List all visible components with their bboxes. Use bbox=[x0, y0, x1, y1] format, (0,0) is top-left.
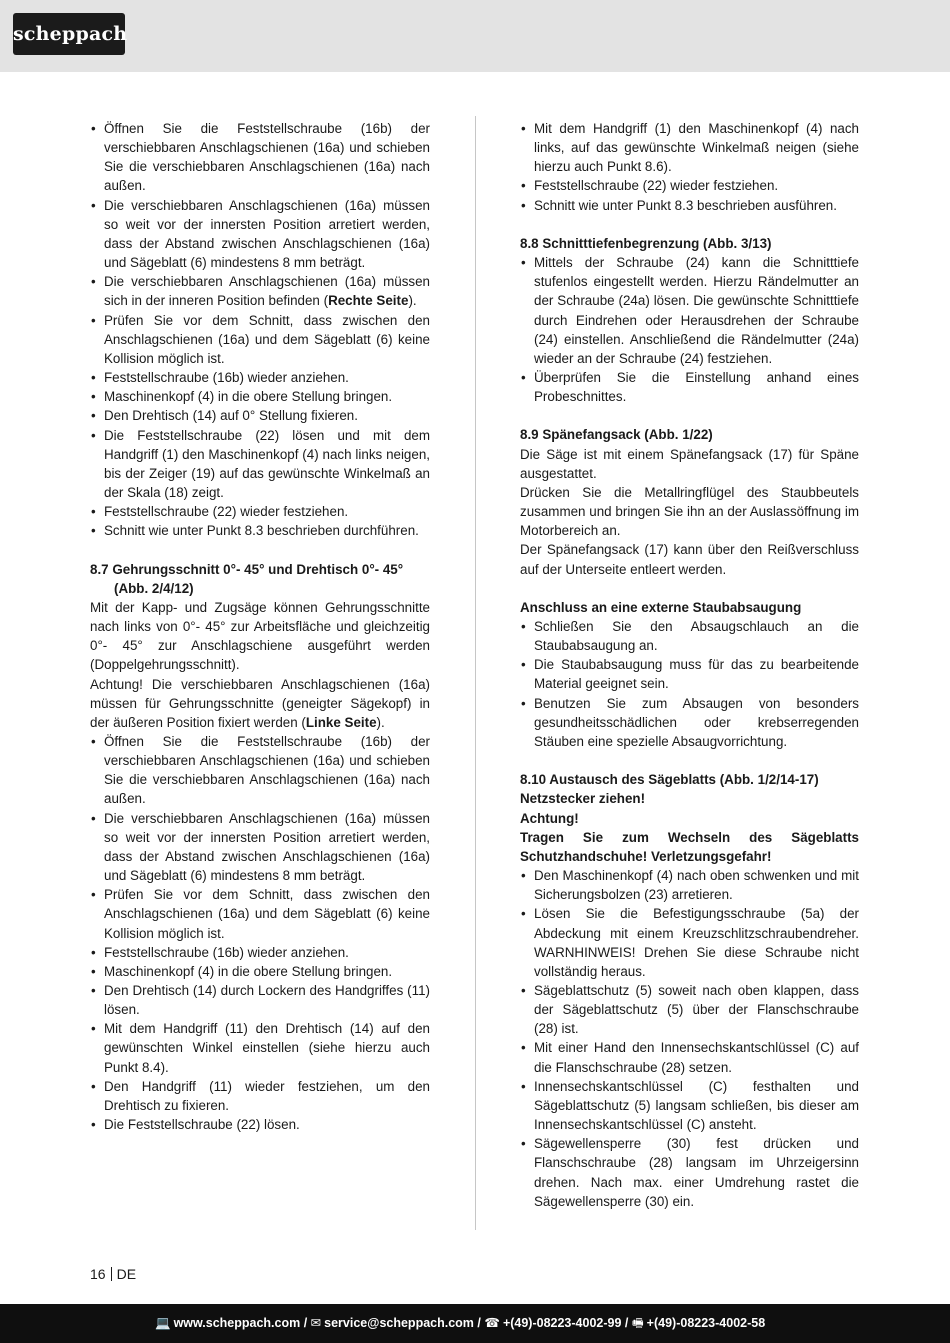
list-item: • Mit dem Handgriff (1) den Maschinenkopf (4) nach links, auf das gewünschte Winkelmaß neigen (siehe hierzu auch Punkt 8.6). bbox=[520, 119, 859, 176]
list-item-warning: WARNHINWEIS! Drehen Sie diese Schraube nicht vollständig heraus. bbox=[534, 944, 859, 979]
language-code: DE bbox=[116, 1266, 137, 1282]
list-item: • Die verschiebbaren Anschlagschienen (16a) müssen so weit vor der innersten Position arretiert werden, dass der Abstand zwischen Anschlagschienen (16a) und Sägeblatt (6) mindestens 8 mm beträgt. bbox=[90, 809, 430, 886]
paragraph: Mit der Kapp- und Zugsäge können Gehrungsschnitte nach links von 0°- 45° zur Arbeitsfläche und gleichzeitig 0°- 45° zur Anschlagschiene ausgeführt werden (Doppelgehrungsschnitt). bbox=[90, 599, 430, 673]
list-item: • Prüfen Sie vor dem Schnitt, dass zwischen den Anschlagschienen (16a) und dem Sägeblatt (6) keine Kollision möglich ist. bbox=[90, 885, 430, 942]
list-item: • Schnitt wie unter Punkt 8.3 beschrieben ausführen. bbox=[520, 196, 859, 215]
bullet-list bbox=[520, 119, 859, 215]
list-item: • Öffnen Sie die Feststellschraube (16b) der verschiebbaren Anschlagschienen (16a) und schieben Sie die verschiebbaren Anschlagschienen (16a) nach außen. bbox=[90, 732, 430, 809]
footer-phone: +(49)-08223-4002-99 / bbox=[502, 1316, 629, 1330]
fax-icon: 🖷 bbox=[631, 1316, 644, 1330]
list-item: • Die Staubabsaugung muss für das zu bearbeitende Material geeignet sein. bbox=[520, 655, 859, 693]
section-heading-8-9: 8.9 Spänefangsack (Abb. 1/22) bbox=[520, 427, 713, 443]
page-number bbox=[90, 1265, 136, 1283]
list-item: • Sägewellensperre (30) fest drücken und Flanschschraube (28) langsam im Uhrzeigersinn drehen. Nach max. einer Umdrehung rastet die Sägewellensperre (30) ein. bbox=[520, 1134, 859, 1211]
scheppach-logo: scheppach bbox=[13, 13, 125, 55]
list-item: • Die verschiebbaren Anschlagschienen (16a) müssen so weit vor der innersten Position arretiert werden, dass der Abstand zwischen Anschlagschienen (16a) und Sägeblatt (6) mindestens 8 mm beträgt. bbox=[90, 196, 430, 273]
list-item-text: ). bbox=[408, 293, 417, 309]
page-number-value: 16 bbox=[90, 1266, 106, 1282]
list-item bbox=[520, 904, 859, 981]
bullet-list bbox=[90, 732, 430, 1134]
left-column bbox=[90, 119, 430, 1134]
list-item: • Benutzen Sie zum Absaugen von besonders gesundheitsschädlichen oder krebserregenden Stäuben eine spezielle Absaugvorrichtung. bbox=[520, 694, 859, 751]
list-item: • Mit einer Hand den Innensechskantschlüssel (C) auf die Flanschschraube (28) setzen. bbox=[520, 1038, 859, 1076]
list-item-text: Lösen Sie die Befestigungsschraube (5a) der Abdeckung mit einem Kreuzschlitzschraubendreher. bbox=[534, 906, 859, 941]
list-item bbox=[90, 272, 430, 310]
list-item: • Den Drehtisch (14) durch Lockern des Handgriffes (11) lösen. bbox=[90, 981, 430, 1019]
section-heading-dust-extraction: Anschluss an eine externe Staubabsaugung bbox=[520, 599, 802, 615]
list-item: • Sägeblattschutz (5) soweit nach oben klappen, dass der Sägeblattschutz (5) über der Flanschschraube (28) ist. bbox=[520, 981, 859, 1038]
bullet-list bbox=[520, 617, 859, 751]
emphasis: Rechte Seite bbox=[328, 293, 409, 309]
list-item: • Maschinenkopf (4) in die obere Stellung bringen. bbox=[90, 962, 430, 981]
section-heading-8-7: 8.7 Gehrungsschnitt 0°- 45° und Drehtisch 0°- 45° (Abb. 2/4/12) bbox=[90, 561, 404, 596]
list-item: • Maschinenkopf (4) in die obere Stellung bringen. bbox=[90, 387, 430, 406]
paragraph: Der Spänefangsack (17) kann über den Reißverschluss auf der Unterseite entleert werden. bbox=[520, 542, 859, 577]
list-item: • Schnitt wie unter Punkt 8.3 beschrieben durchführen. bbox=[90, 521, 430, 540]
computer-icon: 💻 bbox=[155, 1316, 171, 1330]
page-footer bbox=[0, 1304, 950, 1343]
list-item: • Öffnen Sie die Feststellschraube (16b) der verschiebbaren Anschlagschienen (16a) und schieben Sie die verschiebbaren Anschlagschienen (16a) nach außen. bbox=[90, 119, 430, 196]
list-item: • Den Drehtisch (14) auf 0° Stellung fixieren. bbox=[90, 406, 430, 425]
list-item: • Den Handgriff (11) wieder festziehen, um den Drehtisch zu fixieren. bbox=[90, 1077, 430, 1115]
footer-fax: +(49)-08223-4002-58 bbox=[646, 1316, 766, 1330]
footer-web: www.scheppach.com / bbox=[173, 1316, 308, 1330]
emphasis: Linke Seite bbox=[305, 714, 377, 730]
list-item: • Überprüfen Sie die Einstellung anhand eines Probeschnittes. bbox=[520, 368, 859, 406]
paragraph: Drücken Sie die Metallringflügel des Staubbeutels zusammen und bringen Sie ihn an der Auslassöffnung im Motorbereich an. bbox=[520, 484, 859, 539]
paragraph-text: Achtung! Die verschiebbaren Anschlagschienen (16a) müssen für Gehrungsschnitte (geneigter Sägekopf) in der äußeren Position fixiert werden ( bbox=[90, 676, 430, 730]
phone-icon: ☎ bbox=[484, 1316, 500, 1330]
page-header bbox=[0, 0, 950, 72]
mail-icon: ✉ bbox=[310, 1316, 322, 1330]
warning-attention: Achtung! bbox=[520, 810, 579, 826]
bullet-list bbox=[90, 119, 430, 540]
list-item-text: Die verschiebbaren Anschlagschienen (16a) müssen sich in der inneren Position befinden ( bbox=[104, 274, 430, 309]
list-item: • Prüfen Sie vor dem Schnitt, dass zwischen den Anschlagschienen (16a) und dem Sägeblatt (6) keine Kollision möglich ist. bbox=[90, 311, 430, 368]
list-item: • Mit dem Handgriff (11) den Drehtisch (14) auf den gewünschten Winkel einstellen (siehe hierzu auch Punkt 8.4). bbox=[90, 1019, 430, 1076]
paragraph-text: ). bbox=[376, 714, 385, 730]
warning-gloves: Tragen Sie zum Wechseln des Sägeblatts Schutzhandschuhe! Verletzungsgefahr! bbox=[520, 829, 859, 864]
list-item: • Die Feststellschraube (22) lösen und mit dem Handgriff (1) den Maschinenkopf (4) nach links neigen, bis der Zeiger (19) auf das gewünschte Winkelmaß an der Skala (18) zeigt. bbox=[90, 426, 430, 503]
page-number-separator bbox=[111, 1267, 112, 1281]
list-item: • Feststellschraube (16b) wieder anziehen. bbox=[90, 943, 430, 962]
warning-unplug: Netzstecker ziehen! bbox=[520, 791, 646, 807]
list-item: • Die Feststellschraube (22) lösen. bbox=[90, 1115, 430, 1134]
footer-mail: service@scheppach.com / bbox=[324, 1316, 481, 1330]
list-item: • Innensechskantschlüssel (C) festhalten und Sägeblattschutz (5) langsam schließen, bis dieser am Innensechskantschlüssel (C) ansteht. bbox=[520, 1077, 859, 1134]
list-item: • Feststellschraube (16b) wieder anziehen. bbox=[90, 368, 430, 387]
section-heading-8-10: 8.10 Austausch des Sägeblatts (Abb. 1/2/14-17) bbox=[520, 772, 819, 788]
right-column bbox=[520, 119, 859, 1211]
bullet-list bbox=[520, 866, 859, 1211]
paragraph bbox=[90, 675, 430, 732]
paragraph: Die Säge ist mit einem Spänefangsack (17) für Späne ausgestattet. bbox=[520, 446, 859, 481]
section-heading-8-8: 8.8 Schnitttiefenbegrenzung (Abb. 3/13) bbox=[520, 235, 772, 251]
list-item: • Mittels der Schraube (24) kann die Schnitttiefe stufenlos eingestellt werden. Hierzu Rändelmutter an der Schraube (24a) lösen. Die gewünschte Schnitttiefe durch Eindrehen oder Herausdrehen der Schraube (24) einstellen. Anschließend die Rändelmutter (24a) wieder an der Schraube (24) festziehen. bbox=[520, 253, 859, 368]
bullet-list bbox=[520, 253, 859, 406]
list-item: • Feststellschraube (22) wieder festziehen. bbox=[520, 176, 859, 195]
list-item: • Feststellschraube (22) wieder festziehen. bbox=[90, 502, 430, 521]
list-item: • Schließen Sie den Absaugschlauch an die Staubabsaugung an. bbox=[520, 617, 859, 655]
column-divider bbox=[475, 116, 476, 1230]
list-item: • Den Maschinenkopf (4) nach oben schwenken und mit Sicherungsbolzen (23) arretieren. bbox=[520, 866, 859, 904]
footer-contact bbox=[155, 1304, 765, 1343]
